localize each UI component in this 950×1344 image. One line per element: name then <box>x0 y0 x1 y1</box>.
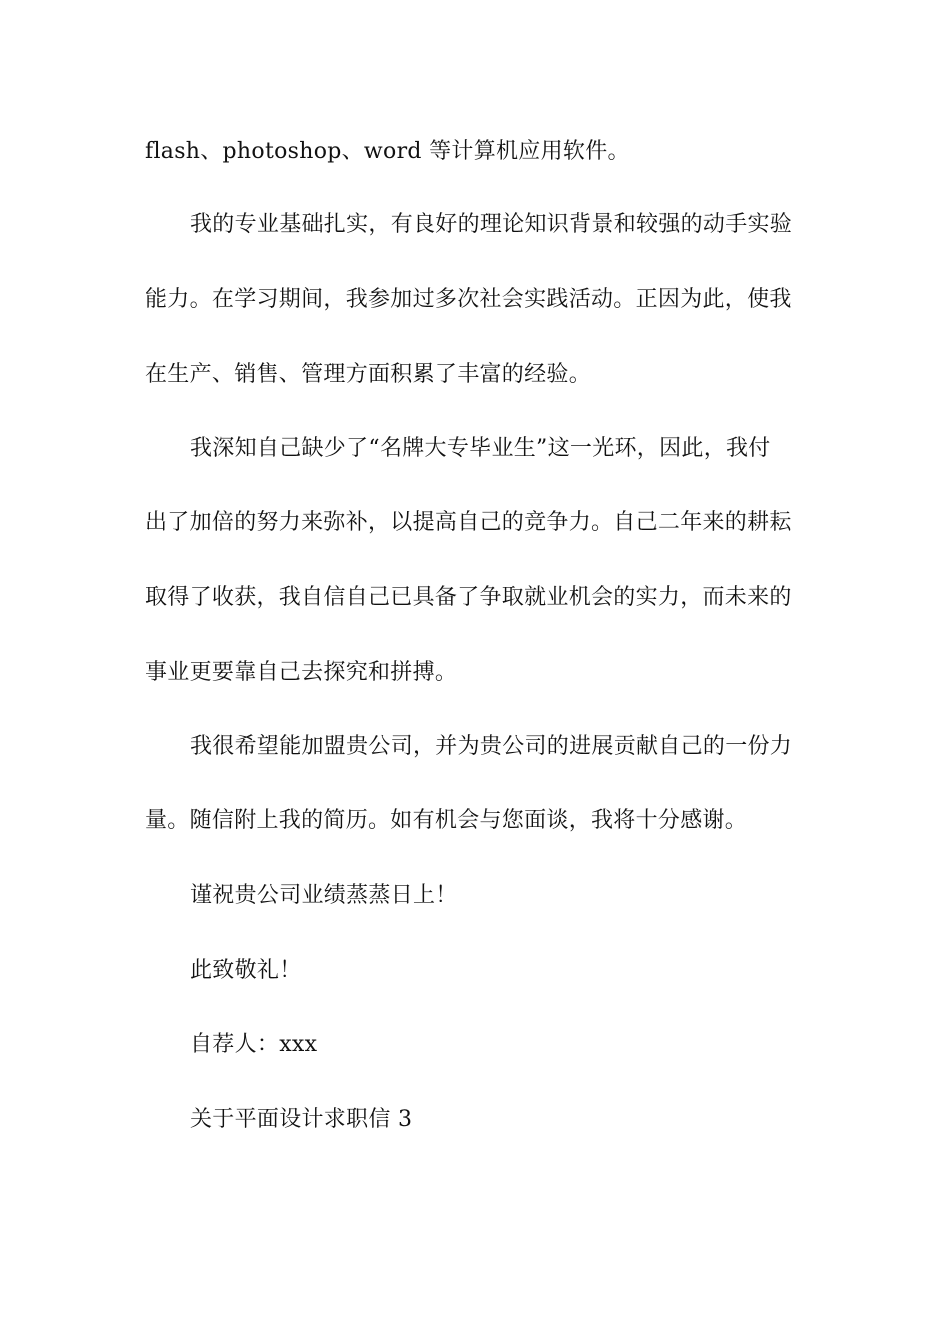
text-line-5: 我深知自己缺少了“名牌大专毕业生”这一光环，因此，我付 <box>190 436 771 461</box>
text-line-10: 量。随信附上我的简历。如有机会与您面谈，我将十分感谢。 <box>145 808 748 833</box>
text-line-8: 事业更要靠自己去探究和拼搏。 <box>145 660 458 685</box>
text-line-9: 我很希望能加盟贵公司，并为贵公司的进展贡献自己的一份力 <box>190 734 793 759</box>
text-line-7: 取得了收获，我自信自己已具备了争取就业机会的实力，而未来的 <box>145 585 792 610</box>
text-line-3: 能力。在学习期间，我参加过多次社会实践活动。正因为此，使我 <box>145 287 792 312</box>
text-line-6: 出了加倍的努力来弥补，以提高自己的竞争力。自己二年来的耕耘 <box>145 510 792 535</box>
closing-line-1: 谨祝贵公司业绩蒸蒸日上！ <box>190 883 458 908</box>
text-line-2: 我的专业基础扎实，有良好的理论知识背景和较强的动手实验 <box>190 212 793 237</box>
closing-line-2: 此致敬礼！ <box>190 958 302 983</box>
section-heading: 关于平面设计求职信 3 <box>190 1107 413 1132</box>
text-line-1: flash、photoshop、word 等计算机应用软件。 <box>145 139 630 164</box>
text-line-4: 在生产、销售、管理方面积累了丰富的经验。 <box>145 362 592 387</box>
signature-line: 自荐人：xxx <box>190 1032 318 1057</box>
